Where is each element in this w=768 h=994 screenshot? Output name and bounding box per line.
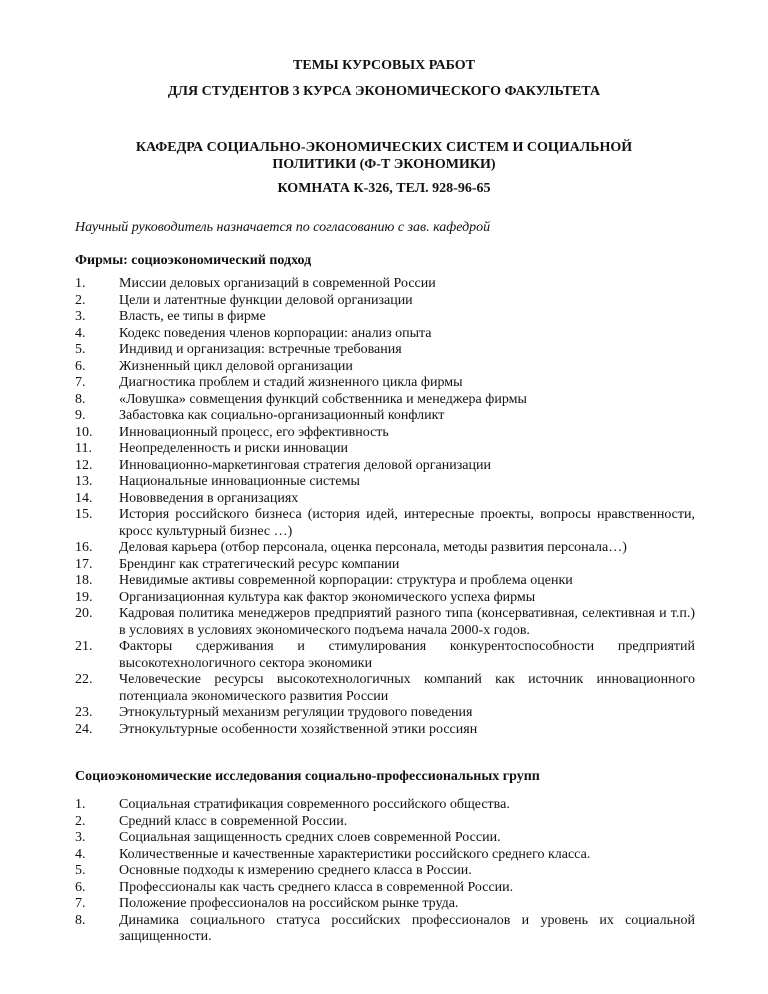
list-item-number: 20. — [75, 606, 93, 621]
supervisor-note: Научный руководитель назначается по согласованию с зав. кафедрой — [75, 220, 491, 235]
list-item-text: Нововведения в организациях — [119, 490, 299, 506]
list-item — [75, 276, 695, 293]
list-item — [75, 359, 695, 376]
list-item — [75, 863, 695, 880]
list-item-text: Диагностика проблем и стадий жизненного цикла фирмы — [119, 375, 463, 390]
list-item — [75, 408, 695, 425]
list-item-number: 2. — [75, 292, 86, 308]
section-heading-firms: Фирмы: социоэкономический подход — [75, 253, 312, 268]
list-item-number: 1. — [75, 276, 86, 291]
list-item — [75, 880, 695, 897]
list-item — [75, 425, 695, 442]
list-item-text: Национальные инновационные системы — [119, 474, 360, 489]
list-item-text: Кадровая политика менеджеров предприятий разного типа (консервативная, селективная и т.п.) в условиях в условиях экономического подъема начала 2000-х годов. — [119, 606, 695, 638]
list-item-number: 7. — [75, 375, 86, 390]
list-item-text: Количественные и качественные характеристики российского среднего класса. — [119, 846, 591, 862]
list-item — [75, 705, 695, 722]
list-item — [75, 293, 695, 310]
list-item — [75, 309, 695, 326]
list-item — [75, 507, 695, 540]
list-item-number: 8. — [75, 912, 86, 928]
list-item — [75, 441, 695, 458]
list-item-text: Забастовка как социально-организационный конфликт — [119, 408, 445, 423]
department-name — [0, 139, 768, 173]
list-item-number: 1. — [75, 797, 86, 812]
list-item-text: Положение профессионалов на российском рынке труда. — [119, 896, 459, 911]
room-contact: КОМНАТА К-326, ТЕЛ. 928-96-65 — [277, 181, 491, 196]
list-item-text: Профессионалы как часть среднего класса в современной России. — [119, 879, 514, 895]
list-item-number: 24. — [75, 721, 93, 737]
list-item-text: Организационная культура как фактор экономического успеха фирмы — [119, 589, 536, 605]
list-item-number: 18. — [75, 573, 93, 588]
list-item-number: 13. — [75, 474, 93, 489]
list-item — [75, 590, 695, 607]
list-item-number: 3. — [75, 830, 86, 845]
document-title: ТЕМЫ КУРСОВЫХ РАБОТ — [293, 58, 475, 73]
list-item-number: 12. — [75, 457, 93, 473]
list-item-text: Деловая карьера (отбор персонала, оценка персонала, методы развития персонала…) — [119, 540, 627, 555]
list-item-number: 4. — [75, 325, 86, 341]
list-item — [75, 342, 695, 359]
list-item-number: 8. — [75, 391, 86, 407]
list-item — [75, 896, 695, 913]
list-item — [75, 639, 695, 672]
list-item-text: Цели и латентные функции деловой организации — [119, 292, 413, 308]
list-item-number: 9. — [75, 408, 86, 423]
topic-list-groups — [75, 797, 695, 946]
list-item — [75, 540, 695, 557]
list-item — [75, 797, 695, 814]
list-item-text: Власть, ее типы в фирме — [119, 309, 266, 324]
list-item-number: 5. — [75, 863, 86, 878]
list-item — [75, 392, 695, 409]
list-item — [75, 557, 695, 574]
list-item-text: Социальная стратификация современного российского общества. — [119, 797, 510, 812]
list-item-text: Этнокультурный механизм регуляции трудового поведения — [119, 705, 473, 720]
list-item — [75, 606, 695, 639]
department-name-line2: ПОЛИТИКИ (Ф-Т ЭКОНОМИКИ) — [272, 157, 496, 172]
list-item-number: 17. — [75, 556, 93, 572]
list-item-text: Инновационный процесс, его эффективность — [119, 424, 389, 440]
list-item-text: Инновационно-маркетинговая стратегия деловой организации — [119, 457, 491, 473]
list-item-text: Этнокультурные особенности хозяйственной этики россиян — [119, 721, 478, 737]
list-item-number: 15. — [75, 507, 93, 522]
document-subtitle: ДЛЯ СТУДЕНТОВ 3 КУРСА ЭКОНОМИЧЕСКОГО ФАКУЛЬТЕТА — [167, 84, 601, 99]
list-item-text: Кодекс поведения членов корпорации: анализ опыта — [119, 325, 432, 341]
list-item — [75, 474, 695, 491]
list-item — [75, 491, 695, 508]
list-item-text: Миссии деловых организаций в современной России — [119, 276, 436, 291]
list-item — [75, 847, 695, 864]
list-item-number: 14. — [75, 490, 93, 506]
topic-list-firms — [75, 276, 695, 738]
list-item-number: 4. — [75, 846, 86, 862]
department-name-line1: КАФЕДРА СОЦИАЛЬНО-ЭКОНОМИЧЕСКИХ СИСТЕМ И СОЦИАЛЬНОЙ — [135, 140, 633, 155]
list-item-number: 22. — [75, 672, 93, 687]
list-item-number: 7. — [75, 896, 86, 911]
list-item-number: 6. — [75, 879, 86, 895]
list-item-number: 19. — [75, 589, 93, 605]
section-heading-groups: Социоэкономические исследования социально-профессиональных групп — [75, 769, 540, 784]
list-item — [75, 375, 695, 392]
list-item — [75, 672, 695, 705]
list-item-text: Динамика социального статуса российских профессионалов и уровень их социальной защищенности. — [119, 912, 695, 944]
list-item-text: Факторы сдерживания и стимулирования конкурентоспособности предприятий высокотехнологичного сектора экономики — [119, 639, 695, 671]
list-item-text: Жизненный цикл деловой организации — [119, 358, 353, 374]
list-item-text: История российского бизнеса (история идей, интересные проекты, вопросы нравственности, кросс культурный бизнес …) — [119, 507, 695, 539]
list-item-text: Неопределенность и риски инновации — [119, 441, 349, 456]
list-item-number: 21. — [75, 639, 93, 654]
list-item-number: 10. — [75, 424, 93, 440]
list-item-text: Социальная защищенность средних слоев современной России. — [119, 830, 501, 845]
list-item-text: Средний класс в современной России. — [119, 813, 348, 829]
list-item-number: 6. — [75, 358, 86, 374]
list-item-text: Основные подходы к измерению среднего класса в России. — [119, 863, 472, 878]
list-item-number: 23. — [75, 705, 93, 720]
list-item — [75, 573, 695, 590]
list-item-number: 11. — [75, 441, 92, 456]
list-item-number: 2. — [75, 813, 86, 829]
list-item-number: 16. — [75, 540, 93, 555]
list-item — [75, 830, 695, 847]
list-item-number: 3. — [75, 309, 86, 324]
list-item-text: Невидимые активы современной корпорации: структура и проблема оценки — [119, 573, 573, 588]
list-item — [75, 814, 695, 831]
list-item — [75, 913, 695, 946]
list-item — [75, 326, 695, 343]
list-item-number: 5. — [75, 342, 86, 357]
list-item-text: «Ловушка» совмещения функций собственника и менеджера фирмы — [119, 391, 527, 407]
list-item — [75, 722, 695, 739]
list-item-text: Брендинг как стратегический ресурс компании — [119, 556, 400, 572]
list-item-text: Индивид и организация: встречные требования — [119, 342, 402, 357]
list-item — [75, 458, 695, 475]
list-item-text: Человеческие ресурсы высокотехнологичных компаний как источник инновационного потенциала экономического развития России — [119, 672, 695, 704]
